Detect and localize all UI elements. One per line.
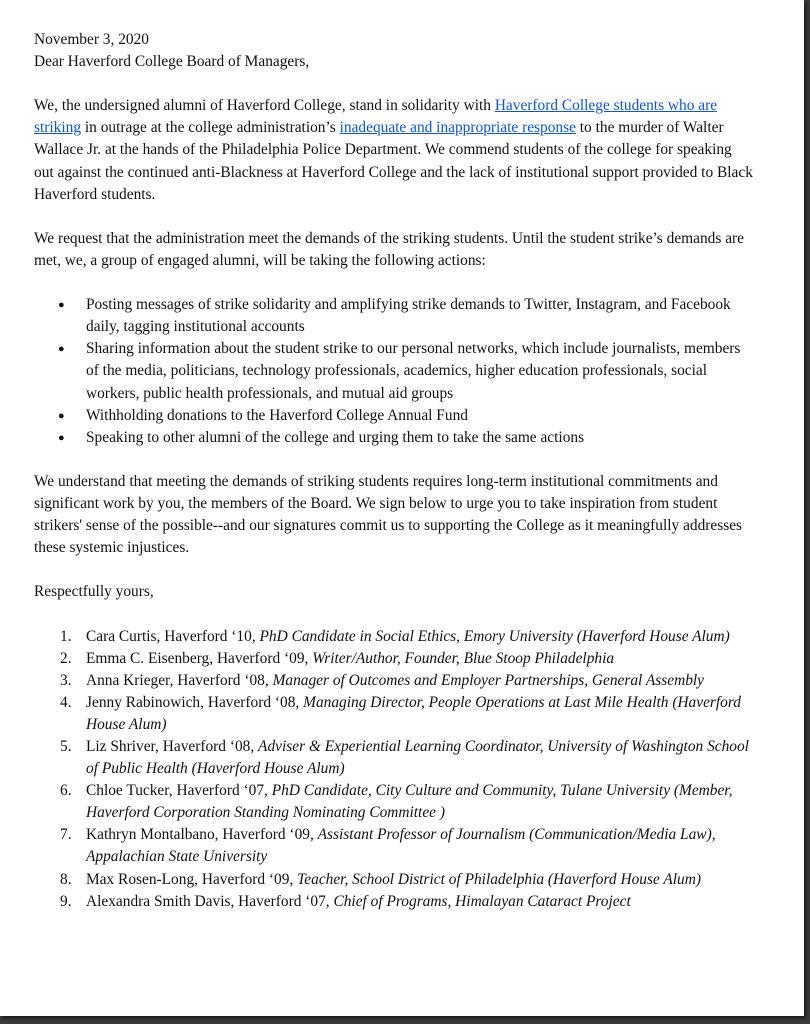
action-item [34,427,754,449]
signatory-name: Alexandra Smith Davis, Haverford ‘07, [86,892,334,910]
signatory-item [34,648,754,670]
action-item [34,405,754,427]
signatory-item [34,626,754,648]
letter-date: November 3, 2020 [34,31,149,48]
action-text: Sharing information about the student strike to our personal networks, which include journalists, members of the media, politicians, technology professionals, academics, higher education professionals, social workers, public health professionals, and mutual aid groups [86,340,741,402]
signatory-role: PhD Candidate in Social Ethics, Emory University (Haverford House Alum) [259,627,730,645]
signatory-number: 3. [60,671,72,689]
action-text: Speaking to other alumni of the college and urging them to take the same actions [86,428,585,446]
signatory-name: Cara Curtis, Haverford ‘10, [86,627,260,645]
paragraph-spacer [34,73,754,95]
signatory-number: 2. [60,649,72,667]
paragraph-spacer [34,272,754,294]
signatory-role: Chief of Programs, Himalayan Cataract Project [333,892,631,910]
actions-list [34,294,754,449]
commitment-paragraph: We understand that meeting the demands of striking students requires long-term institutional commitments and significant work by you, the members of the Board. We sign below to urge you to take inspiration from student strikers' sense of the possible--and our signatures commit us to supporting the College as it meaningfully addresses these systemic injustices. [34,472,743,557]
inadequate-response-link[interactable]: inadequate and inappropriate response [339,119,576,137]
signatory-name: Kathryn Montalbano, Haverford ‘09, [86,826,318,844]
signatory-item [34,869,754,891]
signatory-number: 6. [60,782,72,800]
signatory-number: 7. [60,826,72,844]
bullet-icon: ● [58,343,65,356]
bullet-icon: ● [58,299,65,312]
bullet-icon: ● [58,409,65,422]
solidarity-paragraph [34,95,754,205]
signatory-item [34,736,754,780]
paragraph-text: in outrage at the college administration’s [81,119,340,137]
action-item [34,338,754,404]
signatory-role: Manager of Outcomes and Employer Partnerships, General Assembly [272,671,705,689]
signatory-item [34,824,754,868]
paragraph-spacer [34,206,754,228]
signatory-role: Adviser & Experiential Learning Coordinator, University of Washington School of Public Health (Haverford House Alum) [86,738,749,778]
signatory-role: PhD Candidate, City Culture and Community, Tulane University (Member, Haverford Corporation Standing Nominating Committee ) [86,782,733,822]
signatory-item [34,891,754,913]
bullet-icon: ● [58,431,65,444]
signatories-list [34,626,754,913]
letter-closing: Respectfully yours, [34,583,154,601]
action-item [34,294,754,338]
signatory-item [34,692,754,736]
signatory-number: 8. [60,870,72,888]
signatory-role: Teacher, School District of Philadelphia (Haverford House Alum) [297,870,701,888]
signatory-name: Jenny Rabinowich, Haverford ‘08, [86,693,304,711]
signatory-item [34,670,754,692]
striking-students-link[interactable]: Haverford College students who are striking [34,97,718,137]
signatory-role: Assistant Professor of Journalism (Communication/Media Law), Appalachian State University [86,826,716,866]
paragraph-text: to the murder of Walter Wallace Jr. at the hands of the Philadelphia Police Department. We commend students of the college for speaking out against the continued anti-Blackness at Haverford College and the lack of institutional support provided to Black Haverford students. [34,119,753,203]
signatory-name: Liz Shriver, Haverford ‘08, [86,738,259,755]
letter-body [34,29,754,913]
action-text: Withholding donations to the Haverford College Annual Fund [86,406,468,424]
signatory-number: 1. [60,627,72,645]
letter-salutation: Dear Haverford College Board of Managers, [34,53,310,71]
signatory-number: 5. [60,738,72,755]
signatory-name: Emma C. Eisenberg, Haverford ‘09, [86,649,313,667]
signatory-number: 4. [60,693,72,711]
signatory-item [34,780,754,824]
paragraph-text: We, the undersigned alumni of Haverford College, stand in solidarity with [34,97,495,115]
signatory-name: Chloe Tucker, Haverford ‘07, [86,782,272,800]
paragraph-spacer [34,603,754,625]
paragraph-spacer [34,449,754,471]
paragraph-spacer [34,559,754,581]
signatory-name: Anna Krieger, Haverford ‘08, [86,671,273,689]
signatory-name: Max Rosen-Long, Haverford ‘09, [86,870,298,888]
signatory-role: Managing Director, People Operations at Last Mile Health (Haverford House Alum) [86,693,741,733]
signatory-number: 9. [60,892,72,910]
request-paragraph: We request that the administration meet the demands of the striking students. Until the student strike’s demands are met, we, a group of engaged alumni, will be taking the following actions: [34,229,744,269]
action-text: Posting messages of strike solidarity and amplifying strike demands to Twitter, Instagram, and Facebook daily, tagging institutional accounts [86,296,731,336]
signatory-role: Writer/Author, Founder, Blue Stoop Philadelphia [312,649,615,667]
